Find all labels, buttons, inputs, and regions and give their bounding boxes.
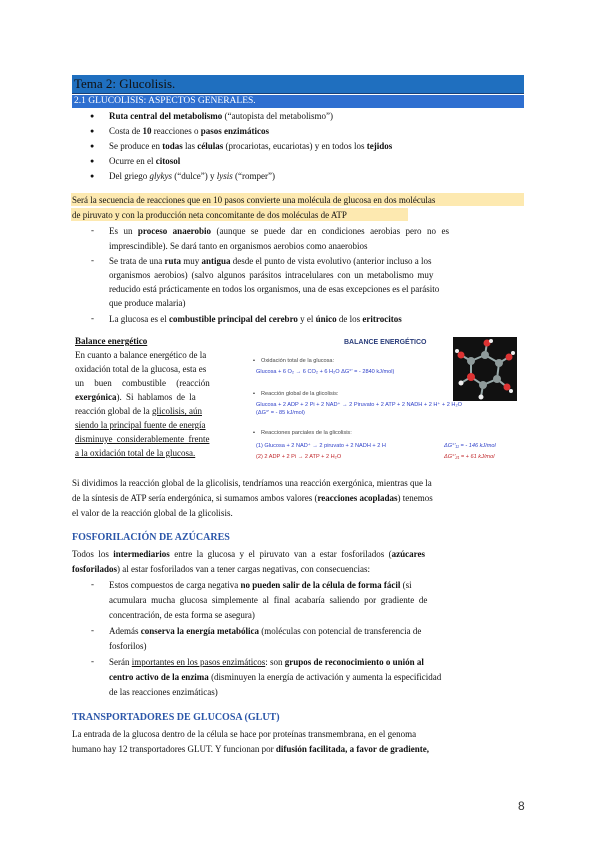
balance-line: a la oxidación total de la glucosa.	[75, 448, 196, 458]
dash-item-line: Es un proceso anaerobio (aunque se puede dar en condiciones aerobias pero no es	[109, 226, 449, 236]
section-heading-bar	[72, 95, 524, 108]
figure-reaction: (1) Glucosa + 2 NAD⁺ → 2 piruvato + 2 NADH + 2 H	[256, 443, 386, 449]
page-number: 8	[518, 799, 525, 813]
bullet-dot-icon: ●	[90, 127, 95, 135]
dash-item-line: que produce malaria)	[109, 298, 186, 308]
figure-bullet-icon: •	[253, 391, 255, 397]
list-item: Se produce en todas las células (procariotas, eucariotas) y en todos los tejidos	[109, 141, 393, 151]
list-item: Del griego glykys (“dulce”) y lysis (“romper”)	[109, 171, 275, 181]
figure-reaction-dg: ΔG°'₁₁ = - 146 kJ/mol	[444, 443, 496, 449]
dash-marker: -	[91, 625, 94, 635]
bullet-dot-icon: ●	[90, 172, 95, 180]
paragraph-line: La entrada de la glucosa dentro de la célula se hace por proteínas transmembrana, en el genoma	[72, 729, 417, 739]
dash-item-line: Estos compuestos de carga negativa no pueden salir de la célula de forma fácil (si	[109, 580, 412, 590]
balance-line: un buen combustible (reacción	[75, 378, 210, 388]
bullet-dot-icon: ●	[90, 112, 95, 120]
list-item: Costa de 10 reacciones o pasos enzimáticos	[109, 126, 269, 136]
dash-item-line: reducido está prácticamente en todos los organismos, una de esas excepciones es el parásito	[109, 284, 440, 294]
dash-item-line: organismos aerobios) (salvo algunos parásitos intracelulares con un metabolismo muy	[109, 270, 434, 280]
figure-equation: (ΔG°' = - 85 kJ/mol)	[256, 410, 305, 416]
figure-reaction: (2) 2 ADP + 2 Pi → 2 ATP + 2 H₂O	[256, 454, 342, 460]
dash-item-line: concentración, de esta forma se asegura)	[109, 610, 255, 620]
paragraph-line: de la síntesis de ATP sería endergónica, si sumamos ambos valores (reacciones acopladas) tenemos	[72, 493, 433, 503]
balance-line: En cuanto a balance energético de la	[75, 350, 207, 360]
figure-label: Reacciones parciales de la glicolisis:	[261, 430, 352, 436]
dash-item-line: Serán importantes en los pasos enzimáticos: son grupos de reconocimiento o unión al	[109, 657, 424, 667]
section-heading: 2.1 GLUCOLISIS: ASPECTOS GENERALES.	[74, 96, 256, 106]
dash-item-line: fosforilos)	[109, 641, 147, 651]
chapter-title: Tema 2: Glucolisis.	[74, 76, 176, 91]
figure-bullet-icon: •	[253, 358, 255, 364]
figure-equation: Glucosa + 2 ADP + 2 Pi + 2 NAD⁺ → 2 Piruvato + 2 ATP + 2 NADH + 2 H⁺ + 2 H₂O	[256, 402, 462, 408]
chapter-title-bar	[72, 75, 524, 94]
paragraph-line: humano hay 12 transportadores GLUT. Y funcionan por difusión facilitada, a favor de gradiente,	[72, 744, 429, 754]
balance-line: siendo la principal fuente de energía	[75, 420, 206, 430]
list-item: Ocurre en el citosol	[109, 156, 181, 166]
figure-title: BALANCE ENERGÉTICO	[344, 339, 427, 346]
fosforilacion-heading: FOSFORILACIÓN DE AZÚCARES	[72, 532, 230, 543]
balance-line: exergónica). Si hablamos de la	[75, 392, 196, 402]
balance-line: oxidación total de la glucosa, esta es	[75, 364, 207, 374]
paragraph-line: Todos los intermediarios entre la glucosa y el piruvato van a estar fosforilados (azúcares	[72, 549, 425, 559]
figure-label: Oxidación total de la glucosa:	[261, 358, 335, 364]
highlighted-definition-line: de piruvato y con la producción neta concomitante de dos moléculas de ATP	[72, 210, 347, 220]
paragraph-line: Si dividimos la reacción global de la glicolisis, tendríamos una reacción exergónica, mientras que la	[72, 478, 432, 488]
dash-item-line: La glucosa es el combustible principal del cerebro y el único de los eritrocitos	[109, 314, 402, 324]
energy-balance-figure	[248, 333, 525, 461]
figure-bullet-icon: •	[253, 430, 255, 436]
glut-heading: TRANSPORTADORES DE GLUCOSA (GLUT)	[72, 712, 280, 723]
dash-item-line: acumulara mucha glucosa simplemente al final acabaría saliendo por gradiente de	[109, 595, 428, 605]
dash-marker: -	[91, 255, 94, 265]
paragraph-line: fosforilados) al estar fosforilados van a tener cargas negativas, con consecuencias:	[72, 564, 370, 574]
list-item: Ruta central del metabolismo (“autopista del metabolismo”)	[109, 111, 333, 121]
balance-line: reacción global de la glicolisis, aún	[75, 406, 202, 416]
dash-marker: -	[91, 313, 94, 323]
dash-marker: -	[91, 656, 94, 666]
bullet-dot-icon: ●	[90, 157, 95, 165]
dash-marker: -	[91, 225, 94, 235]
dash-item-line: de las reacciones enzimáticas)	[109, 687, 218, 697]
dash-item-line: imprescindible). Se dará tanto en organismos aerobios como anaerobios	[109, 241, 368, 251]
figure-label: Reacción global de la glicolisis:	[261, 391, 339, 397]
dash-item-line: Además conserva la energía metabólica (moléculas con potencial de transferencia de	[109, 626, 422, 636]
glucose-molecule-image	[453, 337, 517, 401]
dash-item-line: centro activo de la enzima (disminuyen la energía de activación y aumenta la especificidad	[109, 672, 442, 682]
dash-item-line: Se trata de una ruta muy antigua desde el punto de vista evolutivo (anterior incluso a los	[109, 256, 432, 266]
highlighted-definition-line: Será la secuencia de reacciones que en 10 pasos convierte una molécula de glucosa en dos moléculas	[72, 195, 436, 205]
balance-heading: Balance energético	[75, 336, 148, 346]
figure-equation: Glucosa + 6 O₂ → 6 CO₂ + 6 H₂O ΔG°' = - 2840 kJ/mol)	[256, 369, 395, 375]
paragraph-line: el valor de la reacción global de la glicolisis.	[72, 508, 233, 518]
dash-marker: -	[91, 579, 94, 589]
figure-reaction-dg: ΔG°'₂₁ = + 61 kJ/mol	[444, 454, 495, 460]
balance-line: disminuye considerablemente frente	[75, 434, 210, 444]
bullet-dot-icon: ●	[90, 142, 95, 150]
